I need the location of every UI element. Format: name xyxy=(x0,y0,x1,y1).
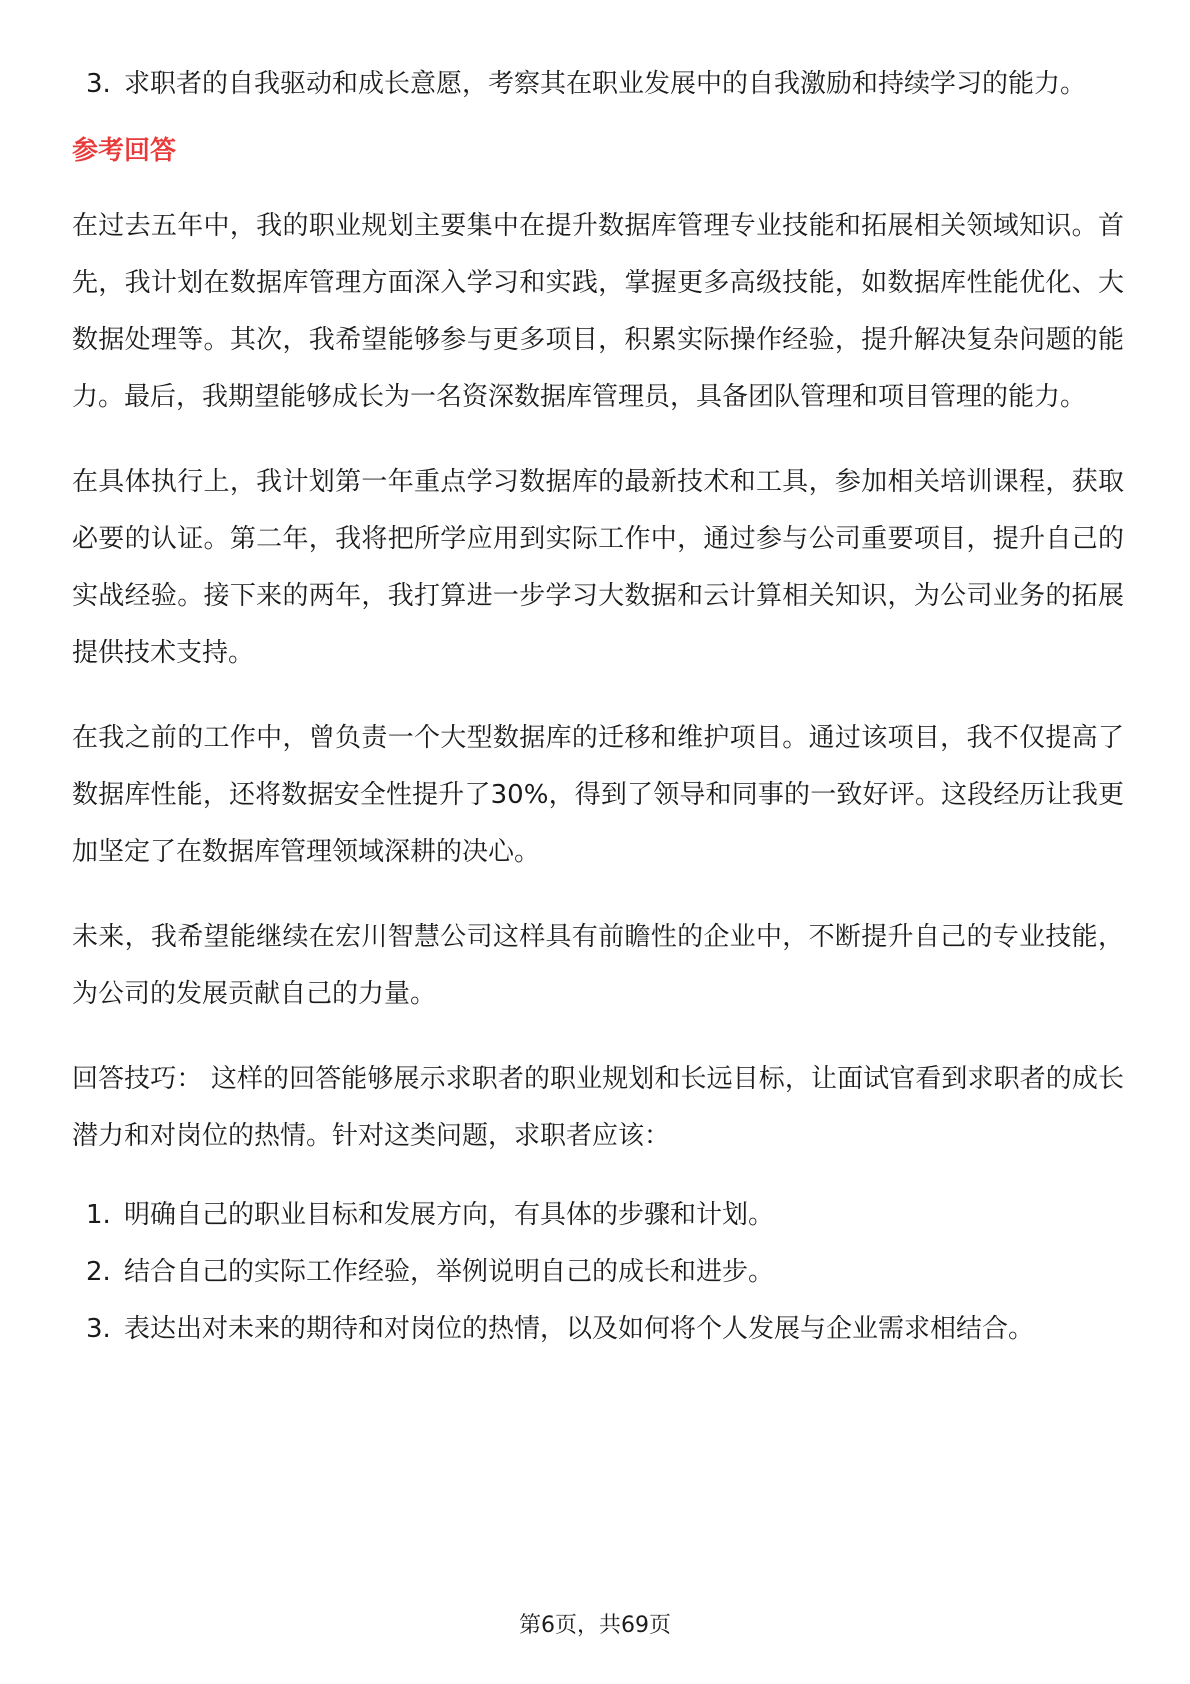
answer-paragraph-3: 在我之前的工作中，曾负责一个大型数据库的迁移和维护项目。通过该项目，我不仅提高了数据库性能，还将数据安全性提升了30%，得到了领导和同事的一致好评。这段经历让我更加坚定了在数据库管理领域深耕的决心。 xyxy=(72,723,1124,867)
list-item-text: 明确自己的职业目标和发展方向，有具体的步骤和计划。 xyxy=(124,1200,775,1230)
list-item-number: 3. xyxy=(86,1314,111,1344)
list-item-number: 2. xyxy=(86,1257,111,1287)
list-item xyxy=(72,1187,1124,1244)
list-item-text: 求职者的自我驱动和成长意愿，考察其在职业发展中的自我激励和持续学习的能力。 xyxy=(124,69,1087,99)
tips-list xyxy=(72,1187,1124,1358)
list-item-number: 3. xyxy=(86,69,111,99)
list-item xyxy=(72,56,1124,113)
requirements-list xyxy=(72,56,1124,113)
list-item-text: 结合自己的实际工作经验，举例说明自己的成长和进步。 xyxy=(124,1257,775,1287)
list-item xyxy=(72,1301,1124,1358)
answer-paragraph-4: 未来，我希望能继续在宏川智慧公司这样具有前瞻性的企业中，不断提升自己的专业技能，为公司的发展贡献自己的力量。 xyxy=(72,922,1124,1009)
page-number: 第6页，共69页 xyxy=(519,1613,671,1638)
answer-tips-paragraph: 回答技巧： 这样的回答能够展示求职者的职业规划和长远目标，让面试官看到求职者的成长潜力和对岗位的热情。针对这类问题，求职者应该： xyxy=(72,1064,1124,1151)
list-item xyxy=(72,1244,1124,1301)
answer-heading: 参考回答 xyxy=(72,136,177,166)
page-content xyxy=(72,56,1124,1358)
list-item-number: 1. xyxy=(86,1200,111,1230)
answer-paragraph-2: 在具体执行上，我计划第一年重点学习数据库的最新技术和工具，参加相关培训课程，获取必要的认证。第二年，我将把所学应用到实际工作中，通过参与公司重要项目，提升自己的实战经验。接下来的两年，我打算进一步学习大数据和云计算相关知识，为公司业务的拓展提供技术支持。 xyxy=(72,467,1124,668)
answer-paragraph-1: 在过去五年中，我的职业规划主要集中在提升数据库管理专业技能和拓展相关领域知识。首先，我计划在数据库管理方面深入学习和实践，掌握更多高级技能，如数据库性能优化、大数据处理等。其次，我希望能够参与更多项目，积累实际操作经验，提升解决复杂问题的能力。最后，我期望能够成长为一名资深数据库管理员，具备团队管理和项目管理的能力。 xyxy=(72,211,1124,412)
list-item-text: 表达出对未来的期待和对岗位的热情，以及如何将个人发展与企业需求相结合。 xyxy=(124,1314,1035,1344)
